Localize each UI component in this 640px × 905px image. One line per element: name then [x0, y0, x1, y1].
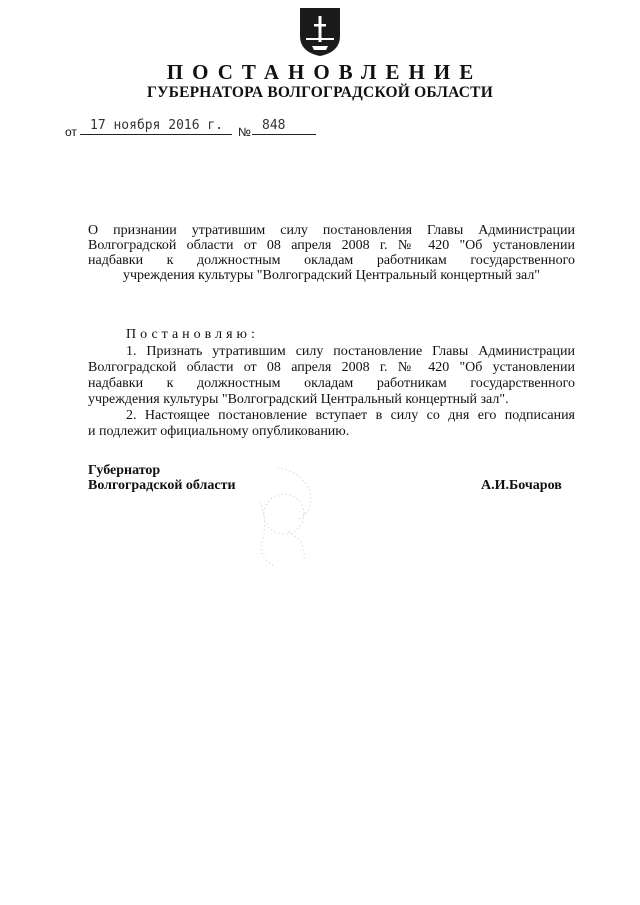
signatory-position [88, 463, 236, 493]
number-prefix: № [238, 125, 251, 139]
subject-line: Волгоградской области от 08 апреля 2008 г. № 420 "Об установлении [88, 238, 575, 253]
paragraph-1-line: надбавки к должностным окладам работникам государственного [88, 376, 575, 391]
paragraph-1-line: Волгоградской области от 08 апреля 2008 г. № 420 "Об установлении [88, 360, 575, 375]
decree-label: Постановляю: [126, 327, 259, 342]
paragraph-2-line: 2. Настоящее постановление вступает в силу со дня его подписания [126, 408, 575, 423]
position-line: Губернатор [88, 463, 161, 478]
date-prefix: от [65, 125, 77, 139]
date-underline [80, 134, 232, 135]
document-title: ПОСТАНОВЛЕНИЕ [166, 60, 483, 84]
number-underline [252, 134, 316, 135]
paragraph-2-line: и подлежит официальному опубликованию. [88, 424, 350, 439]
document-subject [88, 223, 575, 283]
document-body [88, 344, 575, 440]
subject-line: учреждения культуры "Волгоградский Центральный концертный зал" [122, 268, 541, 283]
position-line: Волгоградской области [88, 478, 236, 493]
document-date: 17 ноября 2016 г. [90, 118, 224, 133]
paragraph-1-line: 1. Признать утратившим силу постановление Главы Администрации [126, 344, 575, 359]
subject-line: надбавки к должностным окладам работникам государственного [88, 253, 575, 268]
signatory-name: А.И.Бочаров [481, 478, 562, 493]
subject-line: О признании утратившим силу постановления Главы Администрации [88, 223, 575, 238]
paragraph-1-line: учреждения культуры "Волгоградский Центральный концертный зал". [88, 392, 509, 407]
document-number: 848 [262, 118, 286, 133]
document-subtitle: ГУБЕРНАТОРА ВОЛГОГРАДСКОЙ ОБЛАСТИ [147, 84, 493, 101]
faint-stamp-mark [248, 462, 328, 572]
coat-of-arms-emblem [298, 6, 342, 58]
